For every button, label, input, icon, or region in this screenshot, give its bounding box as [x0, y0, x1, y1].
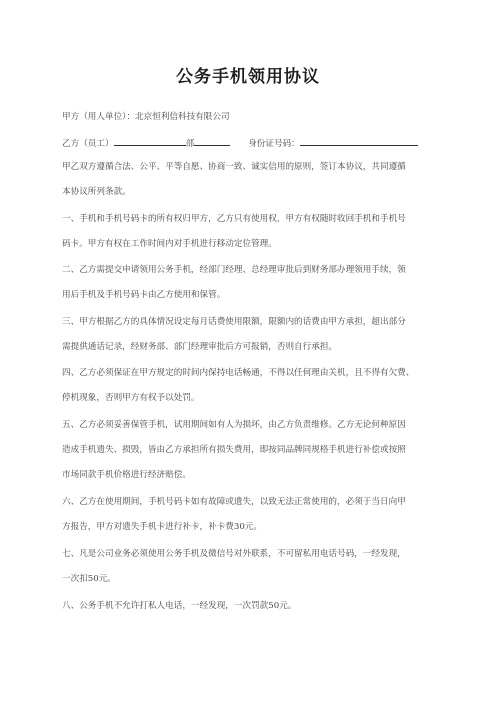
- dept-blank[interactable]: [194, 136, 230, 146]
- clause-5-line-2: 造成手机遗失、损毁，皆由乙方承担所有损失费用，即按同品牌同规格手机进行补偿或按照: [62, 445, 406, 455]
- clause-6-line-1: 六、乙方在使用期间，手机号码卡如有故障或遗失，以致无法正常使用的，必须于当日向甲: [62, 497, 406, 507]
- clause-5-line-3: 市场同款手机价格进行经济赔偿。: [62, 470, 191, 480]
- party-a-line: 甲方（用人单位）：北京恒利信科技有限公司: [62, 112, 230, 122]
- clause-1-line-2: 码卡。甲方有权在工作时间内对手机进行移动定位管理。: [62, 239, 277, 249]
- clause-2-line-1: 二、乙方需提交申请领用公务手机，经部门经理、总经理审批后到财务部办理领用手续，领: [62, 265, 406, 275]
- clause-3-line-2: 需提供通话记录，经财务部、部门经理审批后方可报销，否则自行承担。: [62, 342, 338, 352]
- clause-3-line-1: 三、甲方根据乙方的具体情况设定每月话费使用限额，限额内的话费由甲方承担，超出部分: [62, 317, 406, 327]
- clause-1-line-1: 一、手机和手机号码卡的所有权归甲方，乙方只有使用权，甲方有权随时收回手机和手机号: [62, 214, 406, 224]
- id-number-blank[interactable]: [300, 136, 418, 146]
- clause-5-line-1: 五、乙方必须妥善保管手机，试用期间如有人为损坏，由乙方负责维修。乙方无论何种原因: [62, 420, 406, 430]
- id-number-label: 身份证号码：: [248, 139, 300, 149]
- clause-4-line-2: 停机现象，否则甲方有权予以处罚。: [62, 393, 200, 403]
- preamble-line-2: 本协议所列条款。: [62, 187, 131, 197]
- clause-8-line-1: 八、公务手机不允许打私人电话，一经发现，一次罚款50元。: [62, 601, 297, 611]
- party-b-label: 乙方（员工）: [62, 139, 114, 149]
- document-title: 公务手机领用协议: [176, 67, 320, 87]
- dept-suffix: 部: [185, 139, 195, 149]
- preamble-line-1: 甲乙双方遵循合法、公平、平等自愿、协商一致、诚实信用的原则，签订本协议，共同遵循: [62, 162, 406, 172]
- clause-2-line-2: 用后手机及手机号码卡由乙方使用和保管。: [62, 290, 226, 300]
- party-b-line: [62, 136, 442, 150]
- clause-7-line-2: 一次扣50元。: [62, 574, 116, 584]
- clause-4-line-1: 四、乙方必须保证在甲方规定的时间内保持电话畅通，不得以任何理由关机，且不得有欠费、: [62, 368, 415, 378]
- name-blank[interactable]: [114, 136, 186, 146]
- clause-6-line-2: 方报告，甲方对遗失手机卡进行补卡，补卡费30元。: [62, 522, 262, 532]
- clause-7-line-1: 七、凡是公司业务必须使用公务手机及微信号对外联系，不可留私用电话号码，一经发现，: [62, 549, 406, 559]
